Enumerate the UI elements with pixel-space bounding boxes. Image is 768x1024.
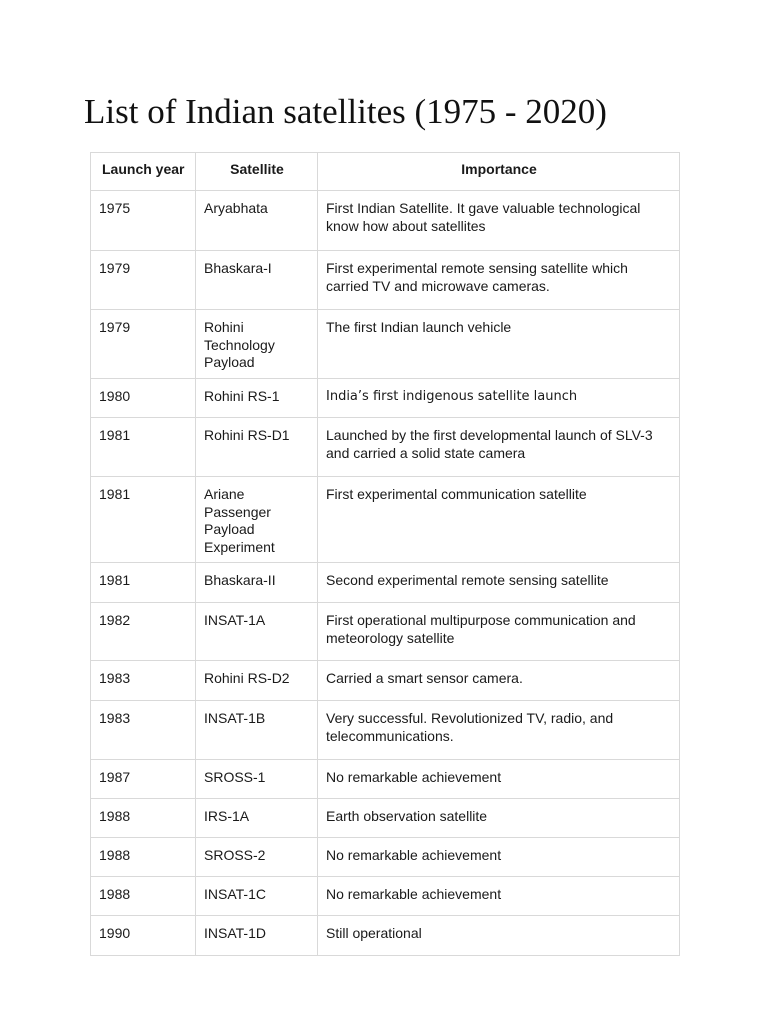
cell-importance: First Indian Satellite. It gave valuable technological know how about satellites: [318, 191, 680, 251]
table-row: [91, 701, 680, 760]
cell-year: 1982: [91, 603, 196, 661]
page-title: List of Indian satellites (1975 - 2020): [84, 92, 607, 131]
cell-importance: Earth observation satellite: [318, 799, 680, 838]
cell-importance: No remarkable achievement: [318, 760, 680, 799]
cell-satellite: Bhaskara-II: [196, 563, 318, 603]
cell-importance: First operational multipurpose communication and meteorology satellite: [318, 603, 680, 661]
header-satellite: Satellite: [196, 153, 318, 191]
cell-year: 1988: [91, 877, 196, 916]
cell-year: 1981: [91, 563, 196, 603]
cell-satellite: Rohini Technology Payload: [196, 310, 318, 379]
table-row: [91, 477, 680, 563]
cell-importance: No remarkable achievement: [318, 838, 680, 877]
table-header-row: [91, 153, 680, 191]
cell-year: 1990: [91, 916, 196, 956]
cell-satellite: Rohini RS-D2: [196, 661, 318, 701]
table-row: [91, 379, 680, 418]
cell-satellite: Bhaskara-I: [196, 251, 318, 310]
cell-year: 1981: [91, 418, 196, 477]
table-row: [91, 603, 680, 661]
cell-satellite: INSAT-1A: [196, 603, 318, 661]
cell-importance: Second experimental remote sensing satellite: [318, 563, 680, 603]
cell-satellite: IRS-1A: [196, 799, 318, 838]
cell-importance: India’s first indigenous satellite launch: [318, 379, 680, 418]
cell-importance: The first Indian launch vehicle: [318, 310, 680, 379]
table-row: [91, 661, 680, 701]
cell-year: 1988: [91, 799, 196, 838]
table-row: [91, 563, 680, 603]
cell-satellite: INSAT-1B: [196, 701, 318, 760]
table-row: [91, 799, 680, 838]
cell-satellite: Rohini RS-1: [196, 379, 318, 418]
header-launch-year: Launch year: [91, 153, 196, 191]
satellites-table: [90, 152, 680, 956]
cell-satellite: Rohini RS-D1: [196, 418, 318, 477]
cell-satellite: Ariane Passenger Payload Experiment: [196, 477, 318, 563]
cell-year: 1983: [91, 661, 196, 701]
cell-year: 1979: [91, 310, 196, 379]
cell-year: 1987: [91, 760, 196, 799]
cell-year: 1981: [91, 477, 196, 563]
cell-year: 1979: [91, 251, 196, 310]
cell-importance: Carried a smart sensor camera.: [318, 661, 680, 701]
cell-satellite: SROSS-1: [196, 760, 318, 799]
cell-year: 1983: [91, 701, 196, 760]
cell-satellite: INSAT-1D: [196, 916, 318, 956]
cell-importance: Launched by the first developmental launch of SLV-3 and carried a solid state camera: [318, 418, 680, 477]
header-importance: Importance: [318, 153, 680, 191]
cell-satellite: SROSS-2: [196, 838, 318, 877]
cell-year: 1988: [91, 838, 196, 877]
table-row: [91, 760, 680, 799]
table-row: [91, 877, 680, 916]
cell-importance: Very successful. Revolutionized TV, radio, and telecommunications.: [318, 701, 680, 760]
cell-importance: First experimental remote sensing satellite which carried TV and microwave cameras.: [318, 251, 680, 310]
cell-satellite: INSAT-1C: [196, 877, 318, 916]
table-row: [91, 310, 680, 379]
cell-satellite: Aryabhata: [196, 191, 318, 251]
cell-year: 1980: [91, 379, 196, 418]
table-row: [91, 838, 680, 877]
table-row: [91, 916, 680, 956]
table-row: [91, 191, 680, 251]
cell-importance: First experimental communication satellite: [318, 477, 680, 563]
cell-importance: No remarkable achievement: [318, 877, 680, 916]
table-row: [91, 251, 680, 310]
cell-year: 1975: [91, 191, 196, 251]
table-row: [91, 418, 680, 477]
cell-importance: Still operational: [318, 916, 680, 956]
